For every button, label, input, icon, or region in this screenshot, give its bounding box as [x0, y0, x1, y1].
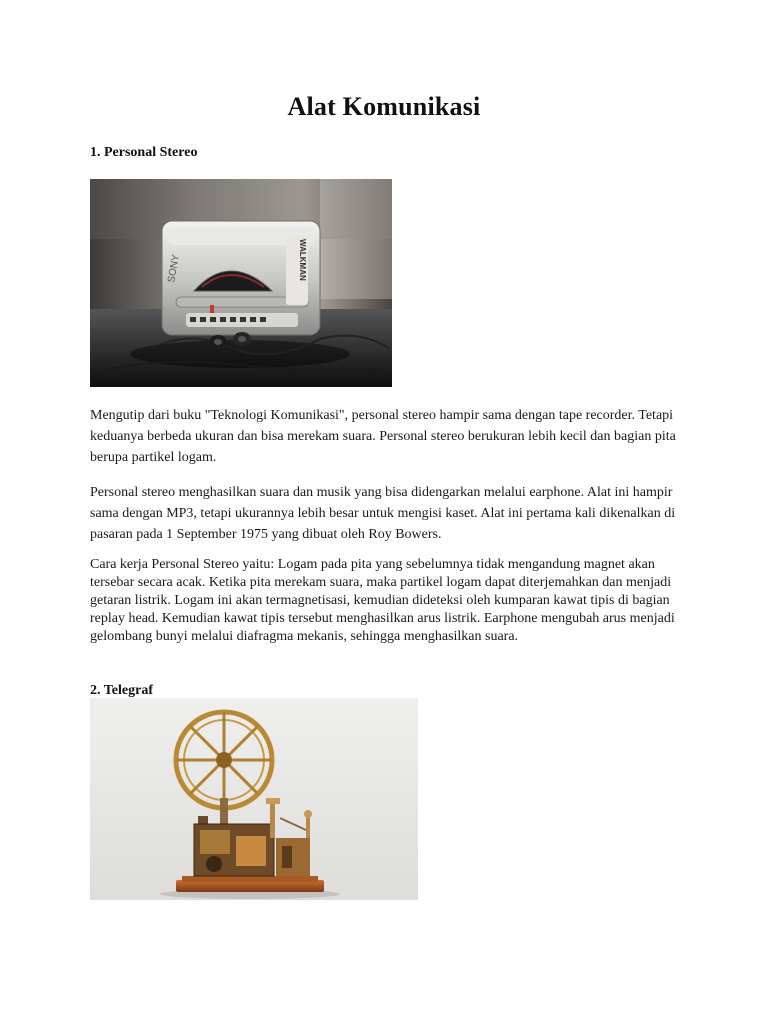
- telegraph-photo: [90, 698, 418, 900]
- paragraph-2: Personal stereo menghasilkan suara dan musik yang bisa didengarkan melalui earphone. Alat ini hampir sama dengan MP3, tetapi ukurannya lebih besar untuk mengisi kaset. Alat ini pertama kali dikenalkan di pasaran pada 1 September 1975 yang dibuat oleh Roy Bowers.: [90, 485, 676, 542]
- model-label: WALKMAN: [298, 239, 307, 281]
- section-heading-personal-stereo: 1. Personal Stereo: [90, 145, 198, 160]
- section-heading-telegraf: 2. Telegraf: [90, 683, 153, 698]
- paragraph-3: Cara kerja Personal Stereo yaitu: Logam pada pita yang sebelumnya tidak mengandung magnet akan tersebar secara acak. Ketika pita merekam suara, maka partikel logam dapat diterjemahkan dan menjadi getaran listrik. Logam ini akan termagnetisasi, kemudian dideteksi oleh kumparan kawat tipis di bagian replay head. Kemudian kawat tipis tersebut menghasilkan arus listrik. Earphone mengubah arus menjadi gelombang bunyi melalui diafragma mekanis, sehingga menghasilkan suara.: [90, 557, 675, 644]
- page-title: Alat Komunikasi: [287, 92, 481, 121]
- brand-label: SONY: [166, 253, 182, 284]
- personal-stereo-photo: [90, 179, 392, 387]
- paragraph-1: Mengutip dari buku "Teknologi Komunikasi", personal stereo hampir sama dengan tape recorder. Tetapi keduanya berbeda ukuran dan bisa merekam suara. Personal stereo berukuran lebih kecil dan bagian pita berupa partikel logam.: [90, 408, 676, 465]
